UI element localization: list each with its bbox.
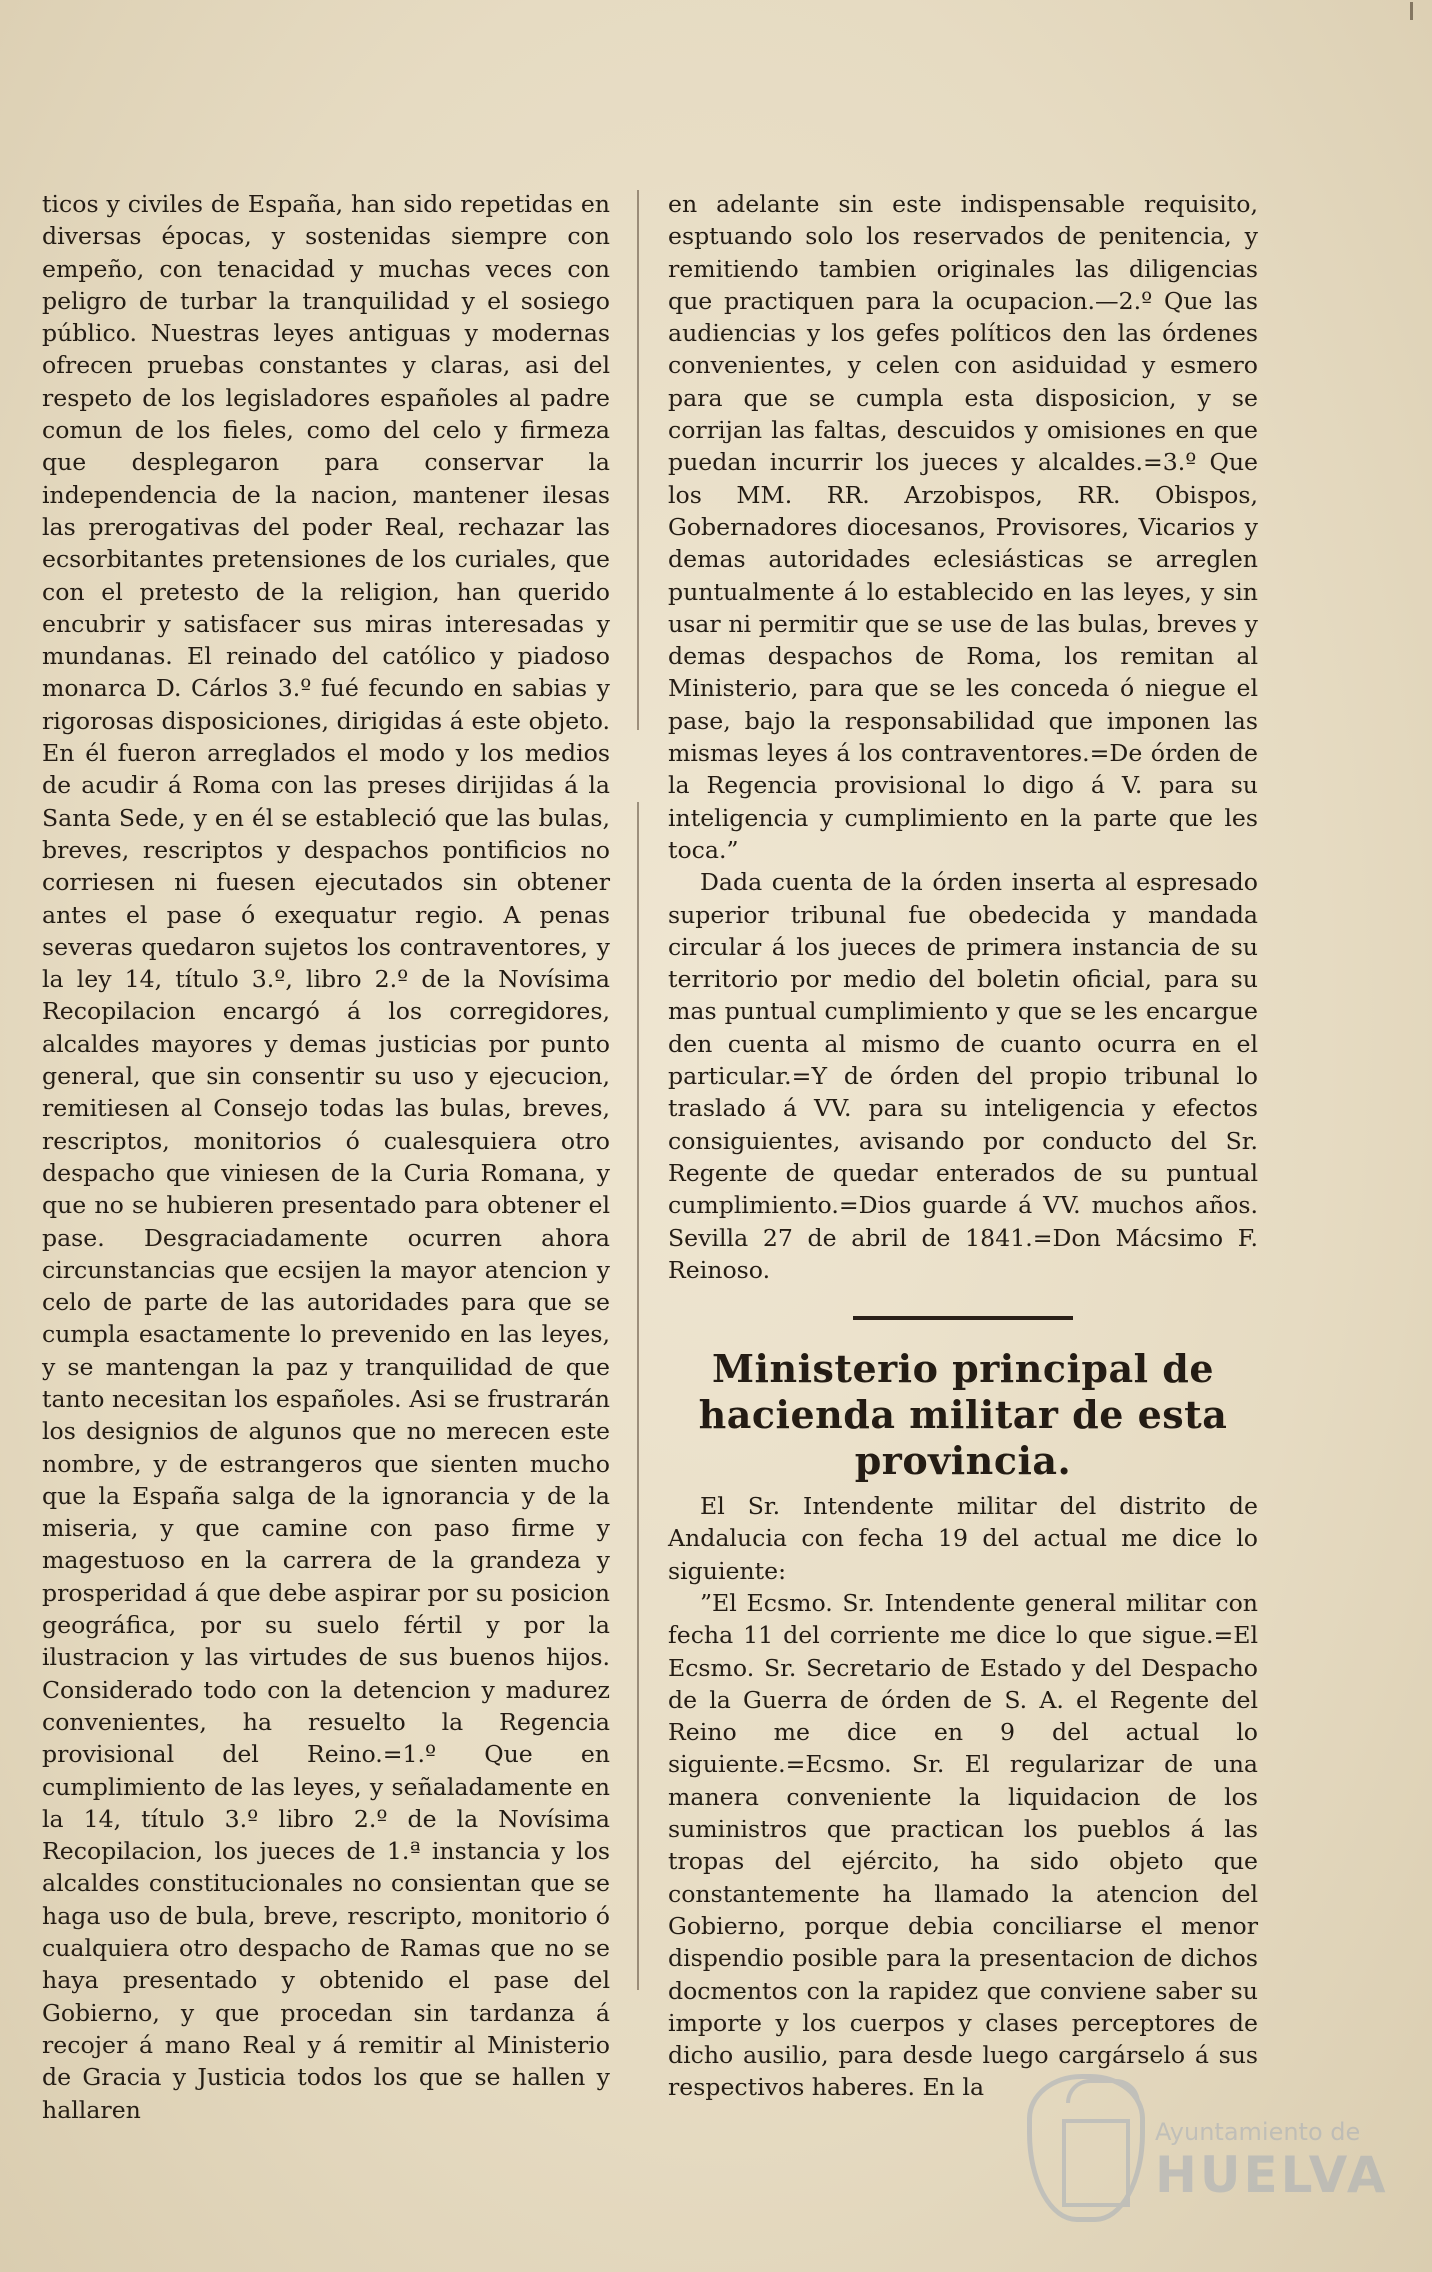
- huelva-watermark: [1015, 2060, 1389, 2220]
- watermark-line-1: Ayuntamiento de: [1155, 2118, 1361, 2146]
- right-paragraph-2: Dada cuenta de la órden inserta al espresado superior tribunal fue obedecida y mandada circular á los jueces de primera instancia de su territorio por medio del boletin oficial, para su mas puntual cumplimiento y que se les encargue den cuenta al mismo de cuanto ocurra en el particular.=Y de órden del propio tribunal lo traslado á VV. para su inteligencia y efectos consiguientes, avisando por conducto del Sr. Regente de quedar enterados de su puntual cumplimiento.=Dios guarde á VV. muchos años. Sevilla 27 de abril de 1841.=Don Mácsimo F. Reinoso.: [668, 868, 1258, 1284]
- right-paragraph-3: El Sr. Intendente militar del distrito de Andalucia con fecha 19 del actual me dice lo siguiente:: [668, 1492, 1258, 1585]
- section-heading: Ministerio principal de hacienda militar de esta provincia.: [698, 1346, 1228, 1484]
- city-seal-icon: [1027, 2074, 1145, 2222]
- right-column: [668, 188, 1258, 2104]
- column-divider: [637, 190, 639, 1990]
- left-column: [42, 188, 610, 2126]
- crown-icon: [1066, 2079, 1140, 2103]
- seal-shield-icon: [1062, 2119, 1130, 2207]
- left-paragraph-1: ticos y civiles de España, han sido repetidas en diversas épocas, y sostenidas siempre con empeño, con tenacidad y muchas veces con peligro de turbar la tranquilidad y el sosiego público. Nuestras leyes antiguas y modernas ofrecen pruebas constantes y claras, asi del respeto de los legisladores españoles al padre comun de los fieles, como del celo y firmeza que desplegaron para conservar la independencia de la nacion, mantener ilesas las prerogativas del poder Real, rechazar las ecsorbitantes pretensiones de los curiales, que con el pretesto de la religion, han querido encubrir y satisfacer sus miras interesadas y mundanas. El reinado del católico y piadoso monarca D. Cárlos 3.º fué fecundo en sabias y rigorosas disposiciones, dirigidas á este objeto. En él fueron arreglados el modo y los medios de acudir á Roma con las preses dirijidas á la Santa Sede, y en él se estableció que las bulas, breves, rescriptos y despachos pontificios no corriesen ni fuesen ejecutados sin obtener antes el pase ó exequatur regio. A penas severas quedaron sujetos los contraventores, y la ley 14, título 3.º, libro 2.º de la Novísima Recopilacion encargó á los corregidores, alcaldes mayores y demas justicias por punto general, que sin consentir su uso y ejecucion, remitiesen al Consejo todas las bulas, breves, rescriptos, monitorios ó cualesquiera otro despacho que viniesen de la Curia Romana, y que no se hubieren presentado para obtener el pase. Desgraciadamente ocurren ahora circunstancias que ecsijen la mayor atencion y celo de parte de las autoridades para que se cumpla esactamente lo prevenido en las leyes, y se mantengan la paz y tranquilidad de que tanto necesitan los españoles. Asi se frustrarán los designios de algunos que no merecen este nombre, y de estrangeros que sienten mucho que la España salga de la ignorancia y de la miseria, y que camine con paso firme y magestuoso en la carrera de la grandeza y prosperidad á que debe aspirar por su posicion geográfica, por su suelo fértil y por la ilustracion y las virtudes de sus buenos hijos. Considerado todo con la detencion y madurez convenientes, ha resuelto la Regencia provisional del Reino.=1.º Que en cumplimiento de las leyes, y señaladamente en la 14, título 3.º libro 2.º de la Novísima Recopilacion, los jueces de 1.ª instancia y los alcaldes constitucionales no consientan que se haga uso de bula, breve, rescripto, monitorio ó cualquiera otro despacho de Ramas que no se haya presentado y obtenido el pase del Gobierno, y que procedan sin tardanza á recojer á mano Real y á remitir al Ministerio de Gracia y Justicia todos los que se hallen y hallaren: [42, 190, 610, 2124]
- section-separator: [853, 1316, 1073, 1320]
- right-paragraph-4: ”El Ecsmo. Sr. Intendente general militar con fecha 11 del corriente me dice lo que sigue.=El Ecsmo. Sr. Secretario de Estado y del Despacho de la Guerra de órden de S. A. el Regente del Reino me dice en 9 del actual lo siguiente.=Ecsmo. Sr. El regularizar de una manera conveniente la liquidacion de los suministros que practican los pueblos á las tropas del ejército, ha sido objeto que constantemente ha llamado la atencion del Gobierno, porque debia conciliarse el menor dispendio posible para la presentacion de dichos docmentos con la rapidez que conviene saber su importe y los cuerpos y clases perceptores de dicho ausilio, para desde luego cargárselo á sus respectivos haberes. En la: [668, 1588, 1258, 2102]
- right-paragraph-1: en adelante sin este indispensable requisito, esptuando solo los reservados de penitencia, y remitiendo tambien originales las diligencias que practiquen para la ocupacion.—2.º Que las audiencias y los gefes políticos den las órdenes convenientes, y celen con asiduidad y esmero para que se cumpla esta disposicion, y se corrijan las faltas, descuidos y omisiones en que puedan incurrir los jueces y alcaldes.=3.º Que los MM. RR. Arzobispos, RR. Obispos, Gobernadores diocesanos, Provisores, Vicarios y demas autoridades eclesiásticas se arreglen puntualmente á lo establecido en las leyes, y sin usar ni permitir que se use de las bulas, breves y demas despachos de Roma, los remitan al Ministerio, para que se les conceda ó niegue el pase, bajo la responsabilidad que imponen las mismas leyes á los contraventores.=De órden de la Regencia provisional lo digo á V. para su inteligencia y cumplimiento en la parte que les toca.”: [668, 190, 1258, 864]
- watermark-line-2: HUELVA: [1155, 2146, 1389, 2204]
- edge-mark: [1410, 2, 1413, 20]
